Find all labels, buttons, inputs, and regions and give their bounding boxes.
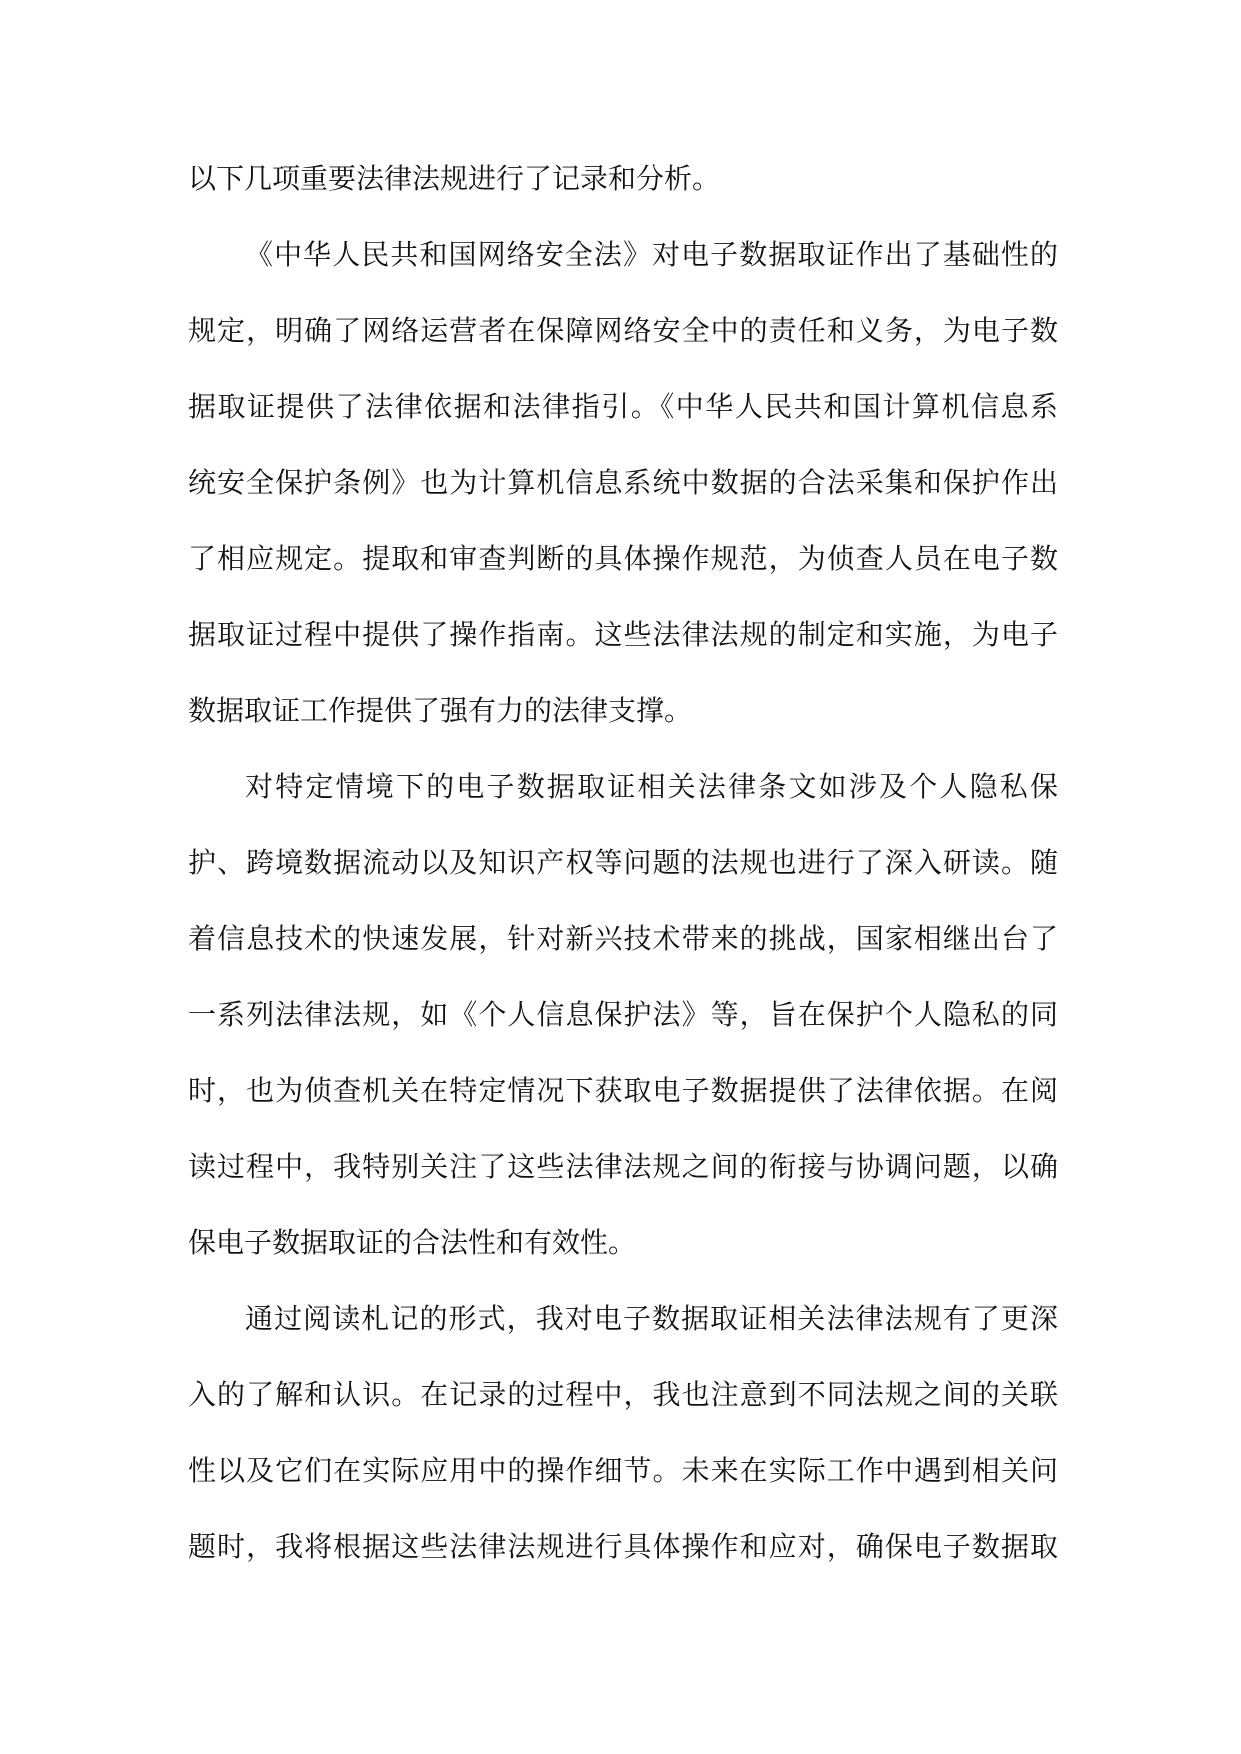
text-line: 统安全保护条例》也为计算机信息系统中数据的合法采集和保护作出 [188,466,1058,499]
text-line: 性以及它们在实际应用中的操作细节。未来在实际工作中遇到相关问 [188,1454,1058,1487]
text-line: 据取证提供了法律依据和法律指引。《中华人民共和国计算机信息系 [188,390,1058,423]
paragraph-start-line: 《中华人民共和国网络安全法》对电子数据取证作出了基础性的 [245,238,1058,271]
paragraph-start-line: 对特定情境下的电子数据取证相关法律条文如涉及个人隐私保 [245,770,1058,803]
text-line: 数据取证工作提供了强有力的法律支撑。 [188,694,693,727]
text-line: 保电子数据取证的合法性和有效性。 [188,1226,637,1259]
text-line: 以下几项重要法律法规进行了记录和分析。 [188,162,721,195]
text-line: 规定，明确了网络运营者在保障网络安全中的责任和义务，为电子数 [188,314,1058,347]
text-line: 着信息技术的快速发展，针对新兴技术带来的挑战，国家相继出台了 [188,922,1058,955]
text-line: 读过程中，我特别关注了这些法律法规之间的衔接与协调问题，以确 [188,1150,1058,1183]
text-line: 题时，我将根据这些法律法规进行具体操作和应对，确保电子数据取 [188,1530,1058,1563]
text-line: 一系列法律法规，如《个人信息保护法》等，旨在保护个人隐私的同 [188,998,1058,1031]
text-line: 据取证过程中提供了操作指南。这些法律法规的制定和实施，为电子 [188,618,1058,651]
text-line: 护、跨境数据流动以及知识产权等问题的法规也进行了深入研读。随 [188,846,1058,879]
paragraph-start-line: 通过阅读札记的形式，我对电子数据取证相关法律法规有了更深 [245,1302,1058,1335]
body-text [188,141,1058,1585]
text-line: 了相应规定。提取和审查判断的具体操作规范，为侦查人员在电子数 [188,542,1058,575]
text-line: 入的了解和认识。在记录的过程中，我也注意到不同法规之间的关联 [188,1378,1058,1411]
text-line: 时，也为侦查机关在特定情况下获取电子数据提供了法律依据。在阅 [188,1074,1058,1107]
